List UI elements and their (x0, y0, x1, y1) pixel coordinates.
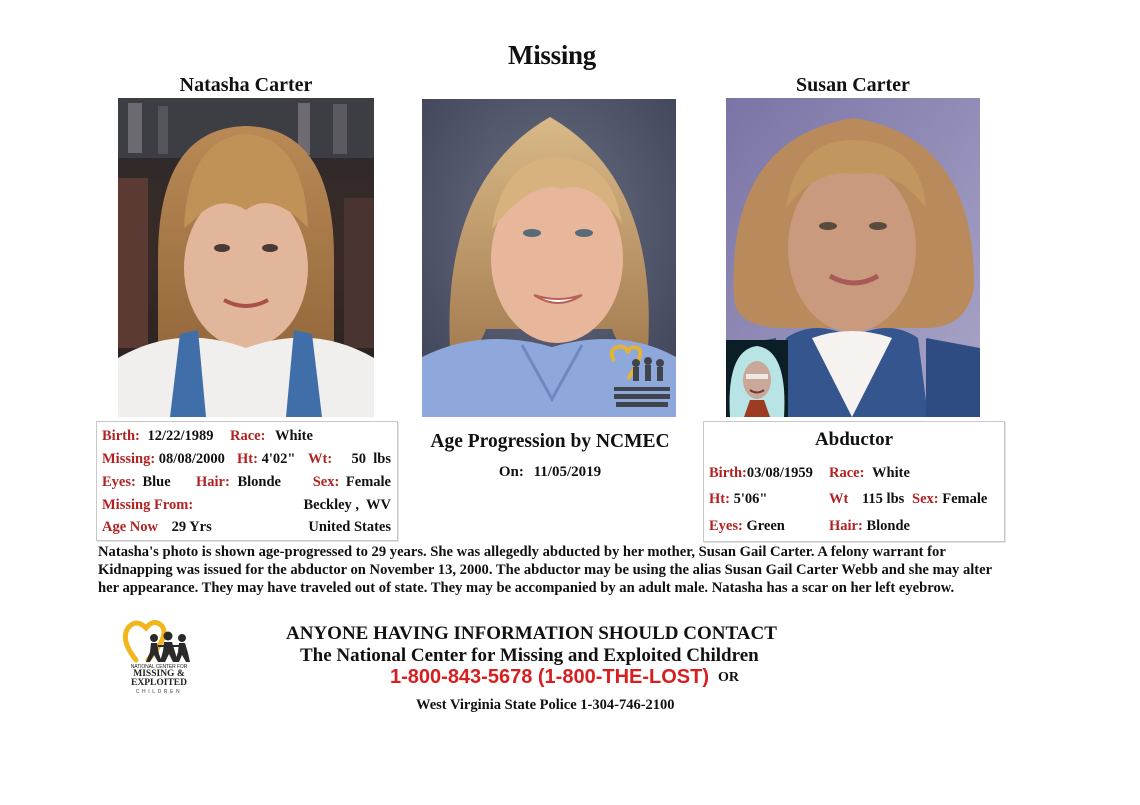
abductor-inset-photo (726, 340, 788, 417)
age-progression-date (410, 464, 690, 481)
sex-label: Sex: (312, 474, 340, 490)
height-label: Ht: (237, 451, 258, 467)
logo-line-1: NATIONAL CENTER FOR (130, 664, 188, 670)
eyes-value: Blue (142, 474, 171, 490)
race-label: Race: (230, 428, 266, 444)
logo-line-2: MISSING & EXPLOITED (131, 669, 187, 688)
birth-value: 12/22/1989 (147, 428, 214, 444)
abductor-sex-value: Female (942, 491, 988, 507)
hair-value: Blonde (237, 474, 281, 490)
child-photo (118, 98, 374, 417)
contact-organization: The National Center for Missing and Exploited Children (300, 645, 759, 666)
abductor-race-value: White (872, 465, 910, 481)
ncmec-hotline-phone[interactable]: 1-800-843-5678 (1-800-THE-LOST) (390, 666, 710, 688)
abductor-birth-label: Birth: (709, 465, 747, 481)
country-value: United States (308, 519, 391, 535)
eyes-label: Eyes: (102, 474, 136, 490)
abductor-info-box (703, 421, 1005, 542)
poster-title: Missing (508, 40, 596, 70)
case-narrative: Natasha's photo is shown age-progressed to 29 years. She was allegedly abducted by her mother, Susan Gail Carter. A felony warrant for Kidnapping was issued for the abductor on November 13, 2000. The abductor may be using the alias Susan Gail Carter Webb and she may alter her appearance. They may have traveled out of state. They may be accompanied by an adult male. Natasha has a scar on her left eyebrow. (98, 544, 992, 596)
age-now-label: Age Now (102, 519, 158, 535)
abductor-hair-label: Hair: (829, 518, 863, 534)
abductor-sex-label: Sex: (912, 491, 939, 507)
race-value: White (275, 428, 313, 444)
age-progression-caption: Age Progression by NCMEC (430, 431, 670, 452)
weight-label: Wt: (308, 451, 333, 467)
age-progression-date-label: On: (498, 464, 524, 480)
abductor-height-value: 5'06" (733, 491, 768, 507)
weight-value: 50 lbs (351, 451, 391, 467)
ncmec-logo (118, 620, 198, 698)
missing-date-value: 08/08/2000 (158, 451, 225, 467)
child-name: Natasha Carter (179, 74, 313, 96)
child-info-box (96, 421, 398, 541)
abductor-birth-value: 03/08/1959 (746, 465, 813, 481)
height-value: 4'02" (261, 451, 296, 467)
abductor-eyes-value: Green (746, 518, 785, 534)
abductor-race-label: Race: (829, 465, 865, 481)
contact-or: OR (718, 670, 739, 685)
abductor-heading: Abductor (814, 429, 894, 450)
contact-heading: ANYONE HAVING INFORMATION SHOULD CONTACT (286, 623, 777, 644)
sex-value: Female (345, 474, 391, 490)
abductor-eyes-label: Eyes: (709, 518, 743, 534)
age-progression-date-value: 11/05/2019 (533, 464, 602, 480)
missing-from-value: Beckley , WV (303, 497, 391, 513)
missing-date-label: Missing: (102, 451, 156, 467)
state-police-contact[interactable]: West Virginia State Police 1-304-746-2100 (416, 697, 675, 713)
age-progression-photo (422, 99, 676, 417)
logo-line-4: CHILDREN (135, 689, 183, 695)
missing-from-label: Missing From: (102, 497, 194, 513)
ncmec-heart-children-icon (118, 620, 198, 666)
abductor-height-label: Ht: (709, 491, 730, 507)
hair-label: Hair: (196, 474, 230, 490)
birth-label: Birth: (102, 428, 140, 444)
abductor-weight-label: Wt (829, 491, 849, 507)
abductor-weight-value: 115 lbs (861, 491, 905, 507)
age-now-value: 29 Yrs (171, 519, 212, 535)
abductor-hair-value: Blonde (866, 518, 910, 534)
abductor-name: Susan Carter (796, 74, 910, 96)
